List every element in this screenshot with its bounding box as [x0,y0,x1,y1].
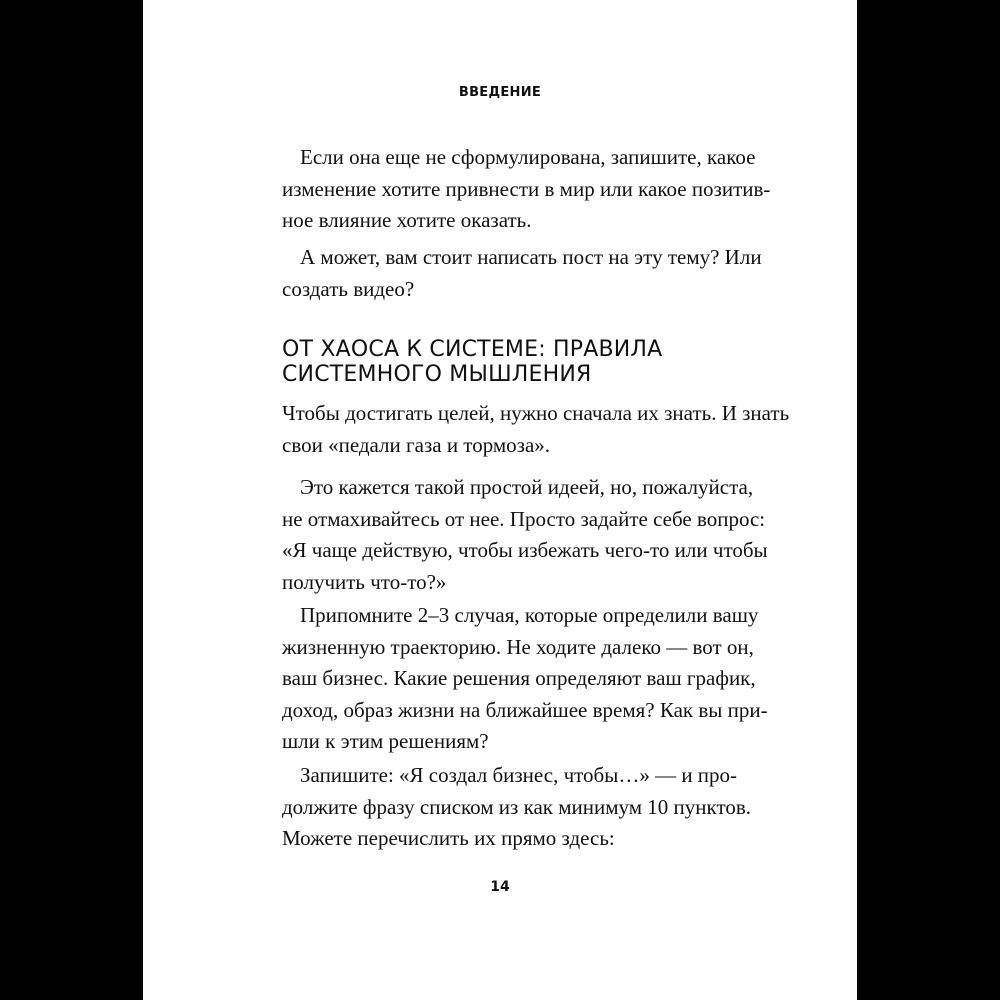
running-head: ВВЕДЕНИЕ [458,85,542,100]
text-line: ное влияние хотите оказать. [282,208,532,232]
book-page [143,0,857,1000]
text-line: изменение хотите привнести в мир или какое позитив- [282,176,771,201]
page-number: 14 [490,879,510,895]
text-line: создать видео? [282,276,415,301]
paragraph-6 [282,760,762,855]
text-line: шли к этим решениям? [282,729,489,753]
section-heading [282,337,662,387]
text-line: жизненную траекторию. Не ходите далеко — вот он, [282,634,754,659]
paragraph-2 [282,242,762,305]
heading-line: ОТ ХАОСА К СИСТЕМЕ: ПРАВИЛА [282,337,663,362]
text-line: Припомните 2–3 случая, которые определили вашу [300,603,759,627]
text-line: свои «педали газа и тормоза». [282,432,551,457]
heading-line: СИСТЕМНОГО МЫШЛЕНИЯ [282,362,592,387]
text-line: Можете перечислить их прямо здесь: [282,826,615,850]
text-line: доход, образ жизни на ближайшее время? Как вы при- [282,697,768,722]
paragraph-1 [282,142,771,237]
paragraph-5 [282,600,768,758]
text-line: Если она еще не сформулирована, запишите, какое [300,145,756,169]
text-line: Это кажется такой простой идеей, но, пожалуйста, [300,475,754,499]
text-line: должите фразу списком из как минимум 10 пунктов. [282,794,752,819]
paragraph-4 [282,472,768,598]
text-line: Запишите: «Я создал бизнес, чтобы…» — и про- [300,763,738,787]
text-line: Чтобы достигать целей, нужно сначала их знать. И знать [282,401,790,425]
text-line: ваш бизнес. Какие решения определяют ваш график, [282,666,756,690]
text-line: получить что-то?» [282,569,447,594]
text-line: не отмахивайтесь от нее. Просто задайте себе вопрос: [282,506,766,531]
text-line: А может, вам стоит написать пост на эту тему? Или [300,245,762,269]
text-line: «Я чаще действую, чтобы избежать чего-то или чтобы [282,538,768,562]
paragraph-3 [282,398,790,461]
